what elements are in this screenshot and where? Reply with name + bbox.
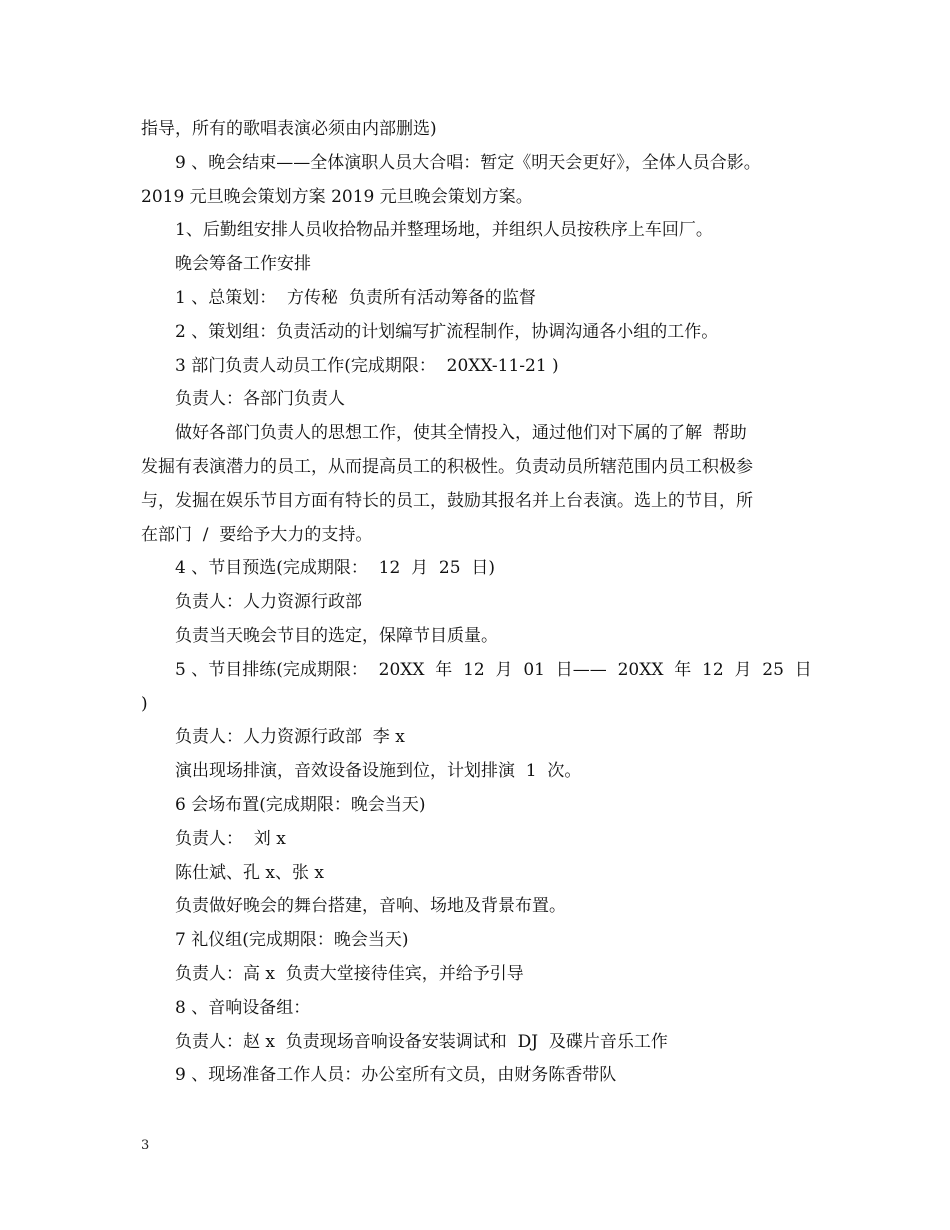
document-body [141, 113, 815, 1093]
text-line: 在部门 / 要给予大力的支持。 [141, 524, 373, 545]
text-line: 8 、音响设备组： [175, 997, 311, 1018]
text-line: 5 、节目排练(完成期限： 20XX 年 12 月 01 日—— 20XX 年 12 月 25 日 [175, 659, 812, 680]
page-number: 3 [141, 1138, 150, 1153]
text-line: 负责人：人力资源行政部 李 x [175, 727, 405, 748]
text-line: 负责做好晚会的舞台搭建，音响、场地及背景布置。 [175, 896, 566, 917]
text-line: 2 、策划组：负责活动的计划编写扩流程制作，协调沟通各小组的工作。 [175, 321, 719, 342]
text-line: 负责人：人力资源行政部 [175, 592, 362, 613]
text-line: 发掘有表演潜力的员工，从而提高员工的积极性。负责动员所辖范围内员工积极参 [141, 456, 753, 477]
text-line: 2019 元旦晚会策划方案 2019 元旦晚会策划方案。 [141, 186, 533, 207]
text-line: 演出现场排演，音效设备设施到位，计划排演 1 次。 [175, 761, 582, 782]
text-line: 3 部门负责人动员工作(完成期限： 20XX-11-21 ) [175, 355, 559, 376]
text-line: 9 、晚会结束——全体演职人员大合唱：暂定《明天会更好》，全体人员合影。 [175, 152, 761, 173]
text-line: 负责当天晚会节目的选定，保障节目质量。 [175, 625, 498, 646]
text-line: 陈仕斌、孔 x、张 x [175, 862, 324, 883]
text-line: ) [141, 693, 148, 714]
text-line: 4 、节目预选(完成期限： 12 月 25 日) [175, 558, 495, 579]
text-line: 做好各部门负责人的思想工作，使其全情投入，通过他们对下属的了解 帮助 [175, 423, 747, 444]
text-line: 负责人：高 x 负责大堂接待佳宾，并给予引导 [175, 963, 524, 984]
text-line: 负责人：各部门负责人 [175, 389, 345, 410]
text-line: 9 、现场准备工作人员：办公室所有文员，由财务陈香带队 [175, 1065, 617, 1086]
text-line: 6 会场布置(完成期限：晚会当天) [175, 794, 426, 815]
text-line: 与，发掘在娱乐节目方面有特长的员工，鼓励其报名并上台表演。选上的节目，所 [141, 490, 753, 511]
text-line: 指导，所有的歌唱表演必须由内部删选) [141, 119, 437, 139]
text-line: 7 礼仪组(完成期限：晚会当天) [175, 930, 409, 951]
text-line: 1 、总策划： 方传秘 负责所有活动筹备的监督 [175, 287, 536, 308]
text-line: 负责人： 刘 x [175, 828, 286, 849]
text-line: 负责人：赵 x 负责现场音响设备安装调试和 DJ 及碟片音乐工作 [175, 1031, 668, 1052]
text-line: 晚会筹备工作安排 [175, 254, 311, 275]
text-line: 1、后勤组安排人员收拾物品并整理场地，并组织人员按秩序上车回厂。 [175, 220, 713, 241]
